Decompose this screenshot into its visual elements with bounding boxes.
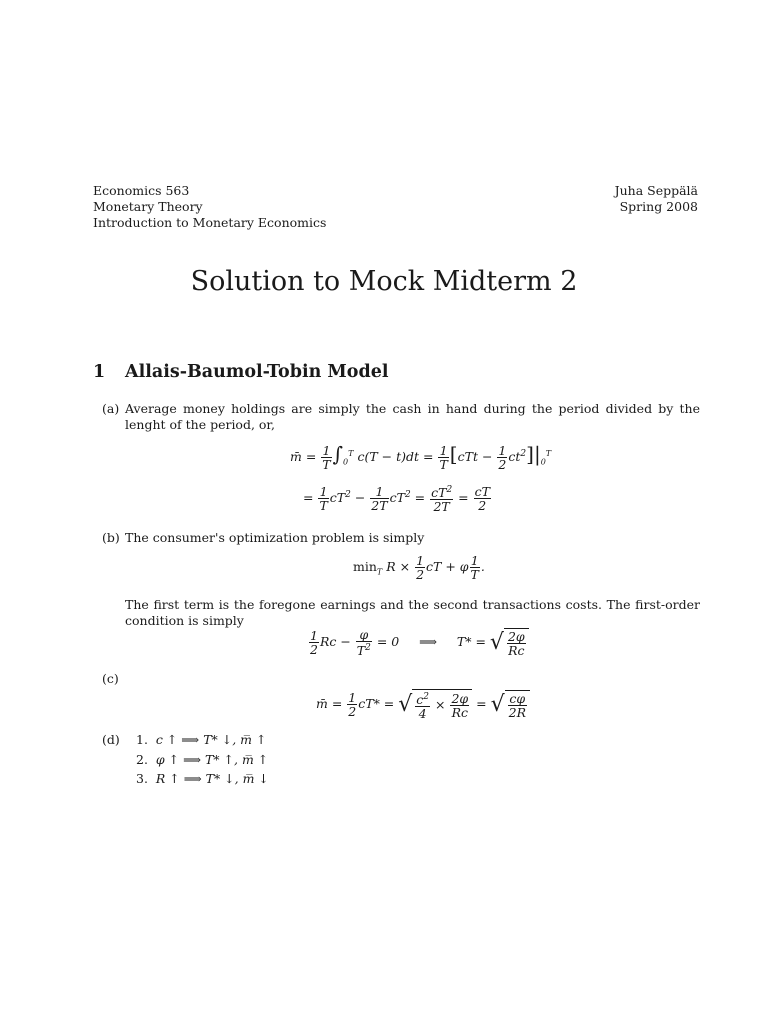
section-number: 1	[93, 362, 106, 382]
list-item: 3. R ↑ ⟹ T* ↓, m̅ ↓	[136, 771, 269, 786]
list-item-text: R ↑ ⟹ T* ↓, m̅ ↓	[155, 771, 269, 786]
part-b-text2: The first term is the foregone earnings and the second transactions costs. The first-order condition is simply	[125, 597, 700, 628]
equation-a-line1: m̄ = $\frac{1}{T}$ $\int_0^T$ c(T − t)dt = $\frac{1}{T}$ [cTt − $\frac{1}{2}$ $ct^2]|_0^T$	[290, 442, 552, 472]
part-a-label: (a)	[102, 401, 120, 416]
author-name: Juha Seppälä	[614, 183, 698, 198]
section-title: Allais-Baumol-Tobin Model	[125, 362, 389, 382]
author-info	[520, 183, 698, 215]
list-item-text: φ ↑ ⟹ T* ↑, m̅ ↑	[155, 751, 269, 767]
equation-c: m̄ = $\frac{1}{2}$ cT* = √ $\frac{c^2}{4}$ × $\frac{2\varphi}{Rc}$ = √ $\frac{c\varphi}{2R}$	[316, 689, 530, 720]
part-b-label: (b)	[102, 530, 120, 545]
equation-b-foc: $\frac{1}{2}$ Rc − $\frac{\varphi}{T^2}$ = 0 ⟹ T* = √ $\frac{2\varphi}{Rc}$	[308, 628, 529, 657]
part-b-text: The consumer's optimization problem is simply	[125, 530, 425, 545]
comparative-statics-list	[136, 730, 269, 789]
list-item: 1. c ↑ ⟹ T* ↓, m̅ ↑	[136, 732, 267, 747]
page-title: Solution to Mock Midterm 2	[190, 266, 578, 297]
part-c-label: (c)	[102, 671, 119, 686]
part-d-label: (d)	[102, 732, 120, 747]
equation-b-objective: $\min_T R$ × $\frac{1}{2}$ cT + φ $\frac{1}{T}$ .	[353, 553, 485, 582]
part-a-text: Average money holdings are simply the cash in hand during the period divided by the lenght of the period, or,	[125, 401, 700, 432]
equation-a-line2: = $\frac{1}{T}$ $cT^2$ − $\frac{1}{2T}$ $cT^2$ = $\frac{cT^2}{2T}$ = $\frac{cT}{2}$	[303, 484, 490, 515]
course-line: Monetary Theory	[93, 199, 203, 214]
term: Spring 2008	[619, 199, 698, 214]
list-item-text: c ↑ ⟹ T* ↓, m̅ ↑	[155, 732, 267, 747]
course-line: Economics 563	[93, 183, 190, 198]
section-heading	[93, 362, 388, 382]
course-info	[93, 183, 326, 231]
course-line: Introduction to Monetary Economics	[93, 215, 327, 230]
list-item: 2. φ ↑ ⟹ T* ↑, m̅ ↑	[136, 751, 269, 767]
